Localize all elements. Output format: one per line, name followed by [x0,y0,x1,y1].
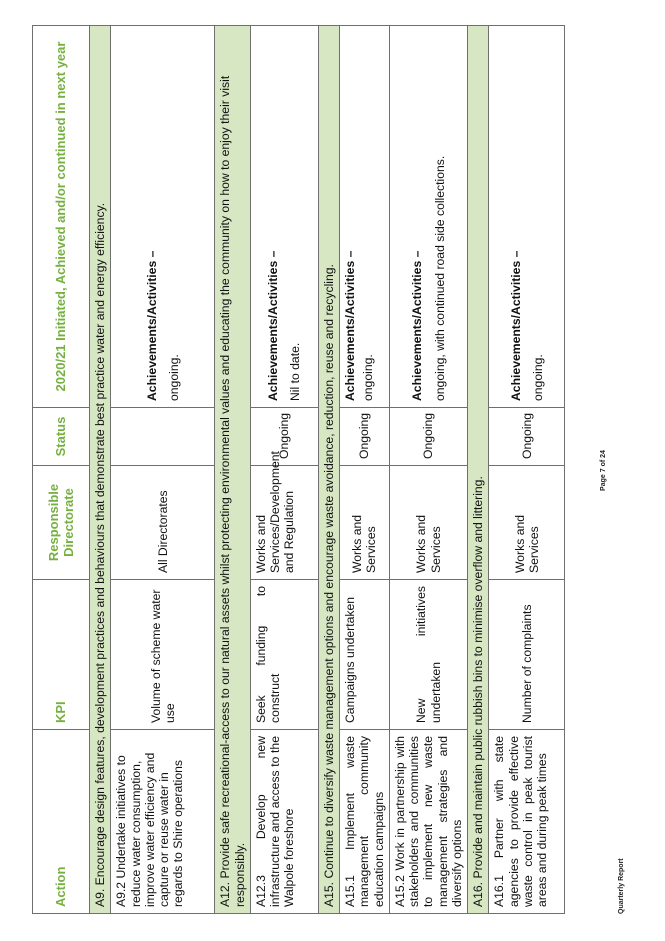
achieved-cell [250,26,318,408]
achieved-cell [389,26,467,408]
action-plan-table [32,25,565,914]
page-number: Page 7 of 24 [600,450,607,491]
achieved-cell [489,26,565,408]
section-row [215,26,251,914]
status-cell [111,408,215,466]
table-row [250,26,318,914]
section-row [318,26,339,914]
status-cell: Ongoing [489,408,565,466]
section-row [90,26,111,914]
table-row [389,26,467,914]
achievements-heading: Achievements/Activities – [144,250,159,401]
section-title: A12. Provide safe recreational-access to our natural assets whilst protecting environmental values and educating the community on how to enjoy their visit responsibly. [215,26,251,914]
action-cell: A15.2 Work in partnership with stakeholders and communities to implement new waste management strategies and diversify options [389,730,467,914]
achievements-heading: Achievements/Activities – [343,250,358,401]
section-title: A9. Encourage design features, development practices and behaviours that demonstrate best practice water and energy efficiency. [90,26,111,914]
header-action: Action [33,730,90,914]
table-row [489,26,565,914]
table-row [340,26,390,914]
directorate-cell: Works and Services [489,466,565,580]
directorate-cell: All Directorates [111,466,215,580]
report-title-footer: Quarterly Report [618,858,625,914]
table-header-row [33,26,90,914]
header-kpi: KPI [33,580,90,730]
achieved-cell [340,26,390,408]
header-directorate: Responsible Directorate [33,466,90,580]
kpi-cell: Number of complaints [489,580,565,730]
achievements-text: ongoing, with continued road side collections. [432,155,447,401]
kpi-cell: Campaigns undertaken [340,580,390,730]
achievements-text: ongoing. [166,354,181,401]
section-title: A15. Continue to diversify waste management options and encourage waste avoidance, reduction, reuse and recycling. [318,26,339,914]
header-achieved: 2020/21 Initiated, Achieved and/or continued in next year [33,26,90,408]
kpi-cell: New initiatives undertaken [389,580,467,730]
directorate-cell: Works and Services/Development and Regulation [250,466,318,580]
achievements-heading: Achievements/Activities – [508,250,523,401]
header-status: Status [33,408,90,466]
action-cell: A15.1 Implement waste management community education campaigns [340,730,390,914]
table-row [111,26,215,914]
achievements-heading: Achievements/Activities – [410,250,425,401]
status-cell: Ongoing [389,408,467,466]
achieved-cell [111,26,215,408]
directorate-cell: Works and Services [389,466,467,580]
section-title: A16. Provide and maintain public rubbish bins to minimise overflow and littering. [468,26,489,914]
achievements-text: ongoing. [530,354,545,401]
action-cell: A12.3 Develop new infrastructure and access to the Walpole foreshore [250,730,318,914]
achievements-text: Nil to date. [288,342,303,401]
kpi-cell: Seek funding to construct [250,580,318,730]
status-cell: Ongoing [340,408,390,466]
section-row [468,26,489,914]
action-cell: A9.2 Undertake initiatives to reduce water consumption, improve water efficiency and capture or reuse water in regards to Shire operations [111,730,215,914]
directorate-cell: Works and Services [340,466,390,580]
achievements-text: ongoing. [361,354,376,401]
status-cell: Ongoing [250,408,318,466]
achievements-heading: Achievements/Activities – [266,250,281,401]
action-cell: A16.1 Partner with state agencies to provide effective waste control in peak tourist areas and during peak times [489,730,565,914]
kpi-cell: Volume of scheme water use [111,580,215,730]
